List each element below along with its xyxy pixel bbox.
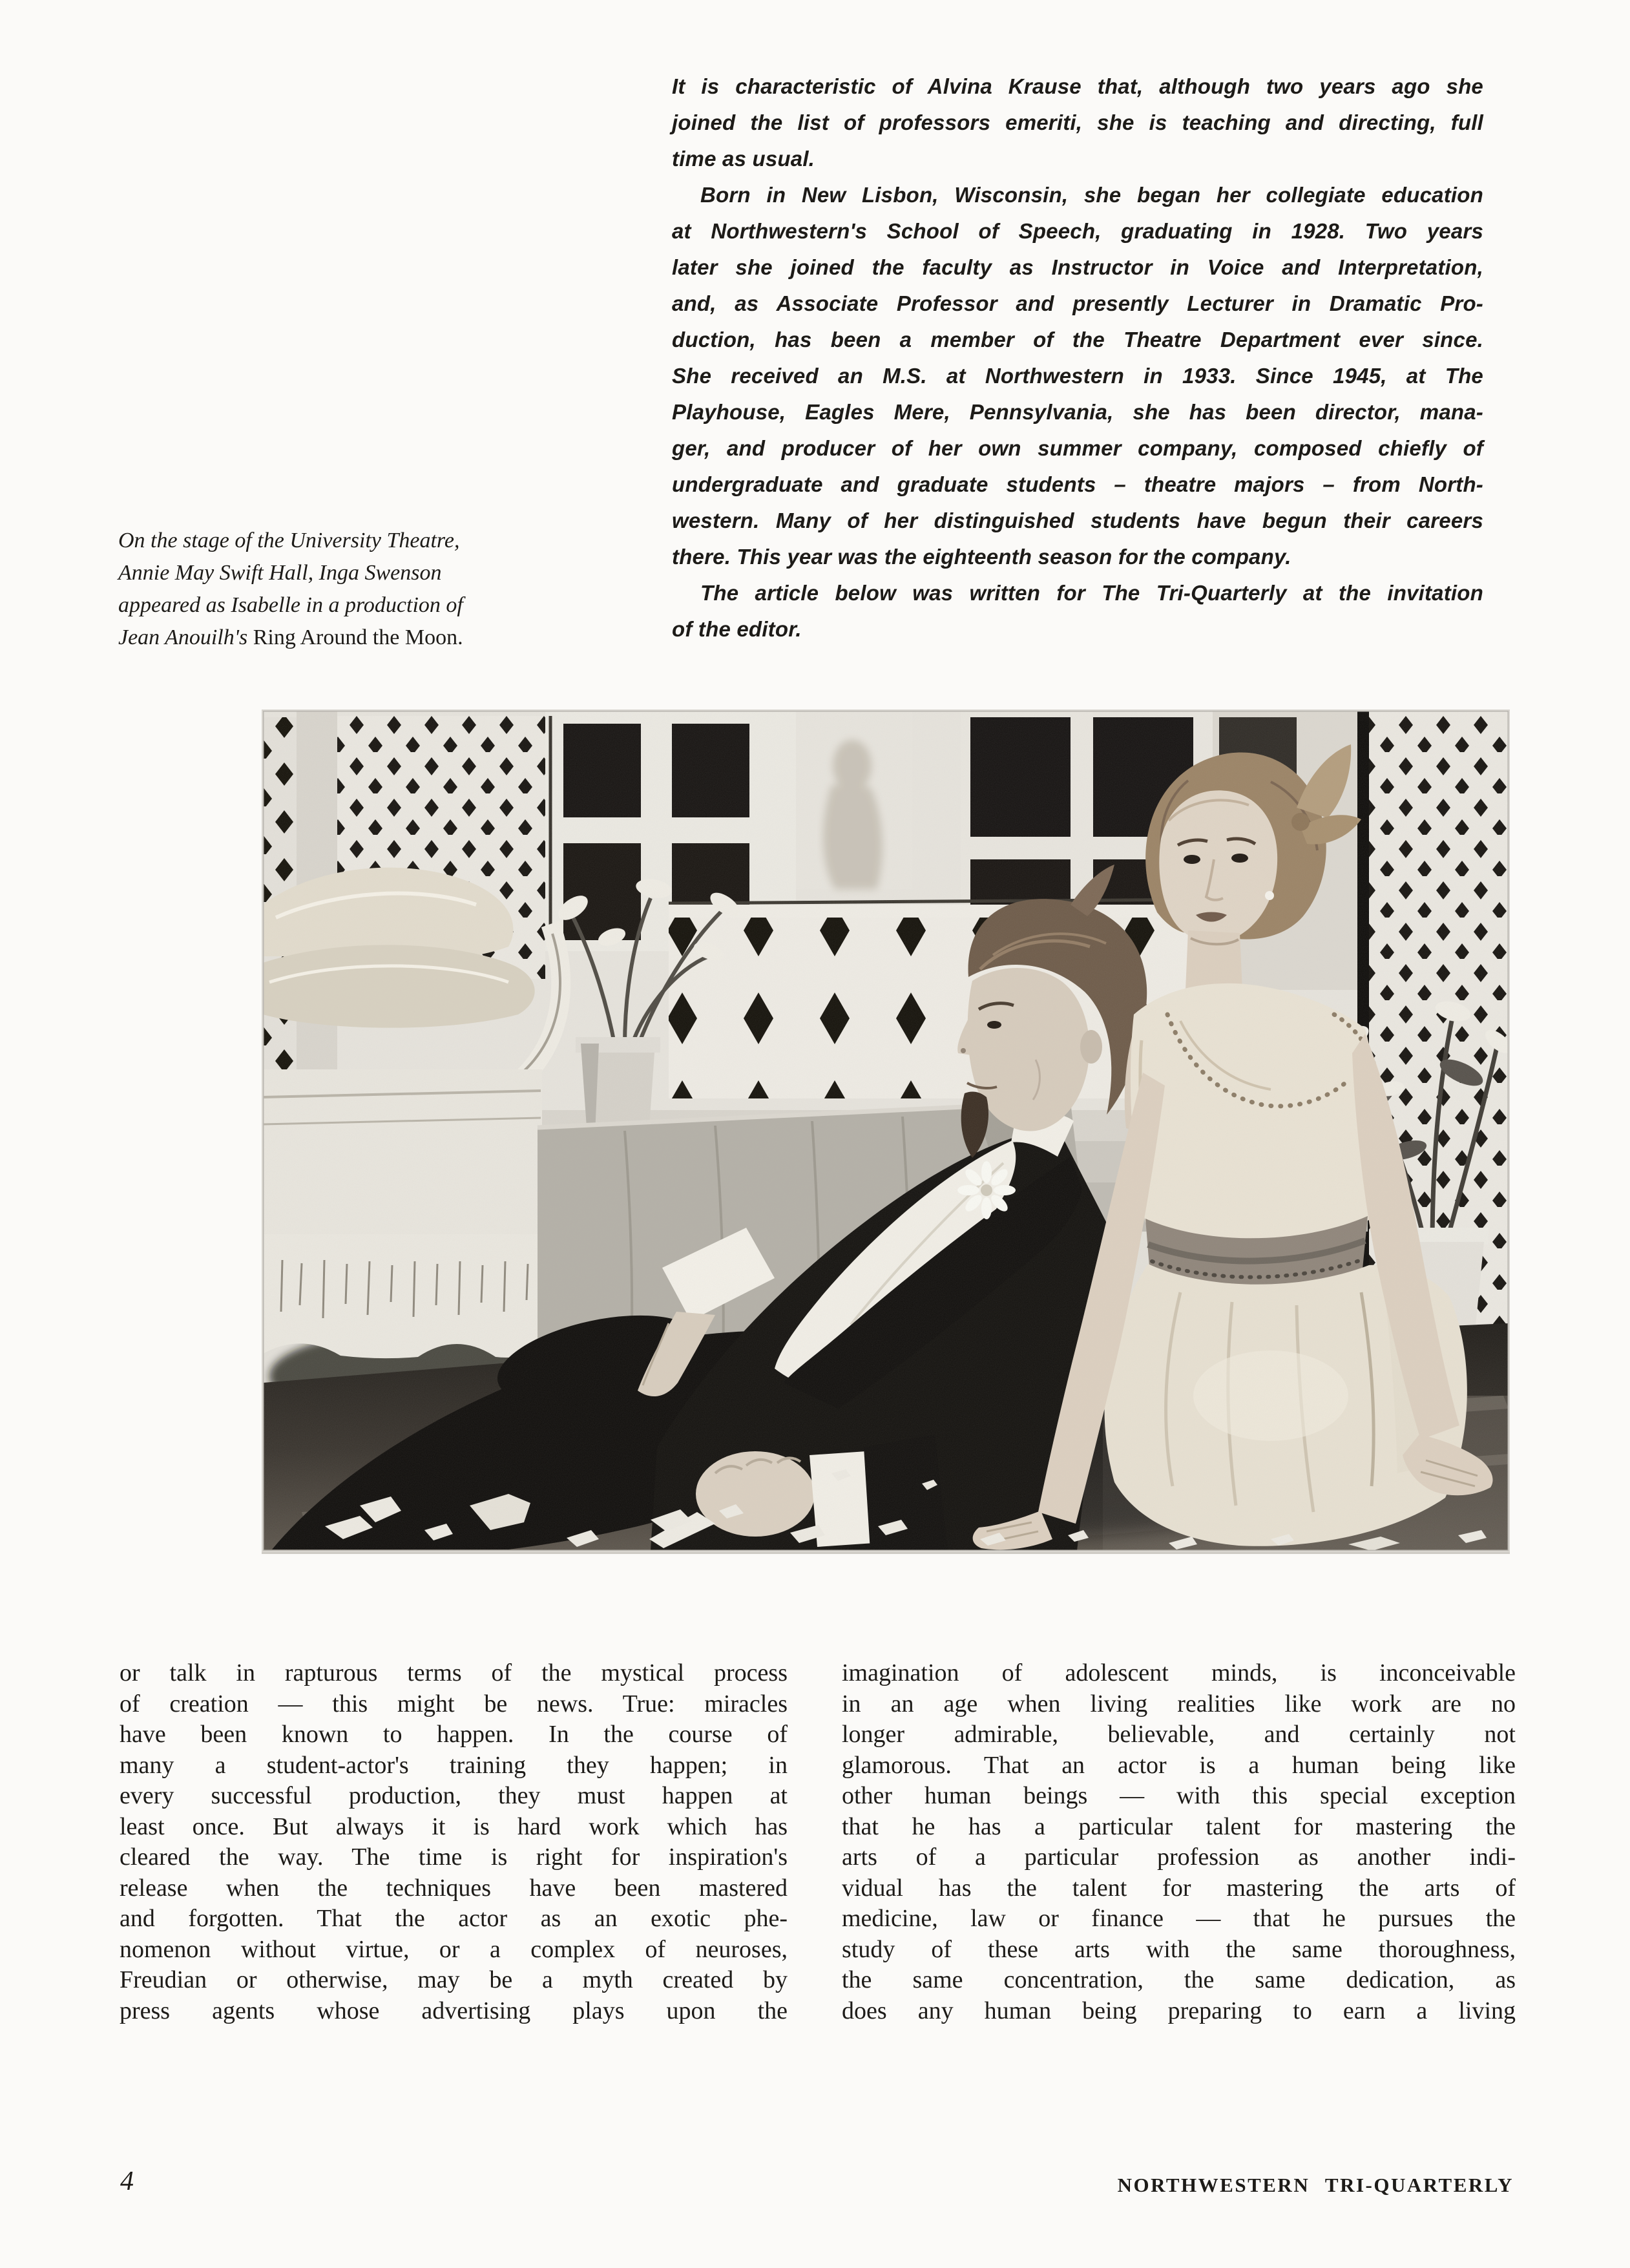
text-line: press agents whose advertising plays upon the — [120, 1997, 788, 2024]
text-line: On the stage of the University Theatre, — [118, 529, 460, 552]
caption-italic-part: Jean Anouilh's — [118, 625, 253, 649]
text-line: medicine, law or finance — that he pursues the — [842, 1905, 1516, 1932]
editor-introduction — [672, 68, 1483, 647]
caption-play-title: Ring Around the Moon. — [253, 625, 463, 649]
article-column-right — [842, 1658, 1516, 2026]
text-line: there. This year was the eighteenth season for the company. — [672, 545, 1291, 569]
text-line: duction, has been a member of the Theatre Department ever since. — [672, 328, 1483, 352]
text-line: Freudian or otherwise, may be a myth created by — [120, 1966, 788, 1993]
film-grain-overlay — [263, 711, 1509, 1551]
stage-photograph-art — [263, 711, 1509, 1551]
text-line: The article below was written for The Tri-Quarterly at the invitation — [700, 581, 1483, 605]
text-line: Playhouse, Eagles Mere, Pennsylvania, she has been director, mana- — [672, 400, 1483, 424]
text-line: glamorous. That an actor is a human being like — [842, 1751, 1516, 1779]
photo-caption-lines — [118, 525, 545, 622]
text-line: in an age when living realities like work are no — [842, 1690, 1516, 1717]
text-line: later she joined the faculty as Instructor in Voice and Interpretation, — [672, 255, 1483, 279]
text-line: nomenon without virtue, or a complex of neuroses, — [120, 1935, 788, 1963]
text-line: release when the techniques have been mastered — [120, 1874, 788, 1902]
text-line: or talk in rapturous terms of the mystical process — [120, 1659, 788, 1686]
text-line: of the editor. — [672, 617, 802, 641]
text-line: other human beings — with this special exception — [842, 1782, 1516, 1809]
text-line: the same concentration, the same dedication, as — [842, 1966, 1516, 1993]
text-line: Annie May Swift Hall, Inga Swenson — [118, 561, 442, 585]
photo-caption-last-line — [118, 622, 545, 654]
text-line: and forgotten. That the actor as an exotic phe- — [120, 1905, 788, 1932]
text-line: undergraduate and graduate students – theatre majors – from North- — [672, 472, 1483, 496]
text-line: that he has a particular talent for mastering the — [842, 1812, 1516, 1840]
text-line: She received an M.S. at Northwestern in 1933. Since 1945, at The — [672, 364, 1483, 388]
text-line: least once. But always it is hard work which has — [120, 1812, 788, 1840]
text-line: longer admirable, believable, and certainly not — [842, 1721, 1516, 1748]
photo-caption — [118, 525, 545, 654]
journal-name: NORTHWESTERN TRI-QUARTERLY — [1117, 2174, 1514, 2196]
text-line: every successful production, they must happen at — [120, 1782, 788, 1809]
text-line: appeared as Isabelle in a production of — [118, 593, 463, 617]
text-line: joined the list of professors emeriti, she is teaching and directing, full — [672, 110, 1483, 134]
text-line: and, as Associate Professor and presently Lecturer in Dramatic Pro- — [672, 291, 1483, 315]
text-line: does any human being preparing to earn a living — [842, 1997, 1516, 2024]
text-line: time as usual. — [672, 147, 815, 171]
text-line: many a student-actor's training they happen; in — [120, 1751, 788, 1779]
text-line: Born in New Lisbon, Wisconsin, she began her collegiate education — [700, 183, 1483, 207]
stage-photograph — [263, 711, 1509, 1551]
article-column-left — [120, 1658, 788, 2026]
text-line: ger, and producer of her own summer company, composed chiefly of — [672, 436, 1483, 460]
text-line: arts of a particular profession as another indi- — [842, 1843, 1516, 1871]
text-line: study of these arts with the same thoroughness, — [842, 1935, 1516, 1963]
text-line: It is characteristic of Alvina Krause that, although two years ago she — [672, 74, 1483, 98]
text-line: western. Many of her distinguished students have begun their careers — [672, 509, 1483, 532]
page-number: 4 — [120, 2167, 134, 2196]
text-line: of creation — this might be news. True: miracles — [120, 1690, 788, 1717]
text-line: at Northwestern's School of Speech, graduating in 1928. Two years — [672, 219, 1483, 243]
text-line: vidual has the talent for mastering the arts of — [842, 1874, 1516, 1902]
text-line: have been known to happen. In the course of — [120, 1721, 788, 1748]
text-line: imagination of adolescent minds, is inconceivable — [842, 1659, 1516, 1686]
text-line: cleared the way. The time is right for inspiration's — [120, 1843, 788, 1871]
